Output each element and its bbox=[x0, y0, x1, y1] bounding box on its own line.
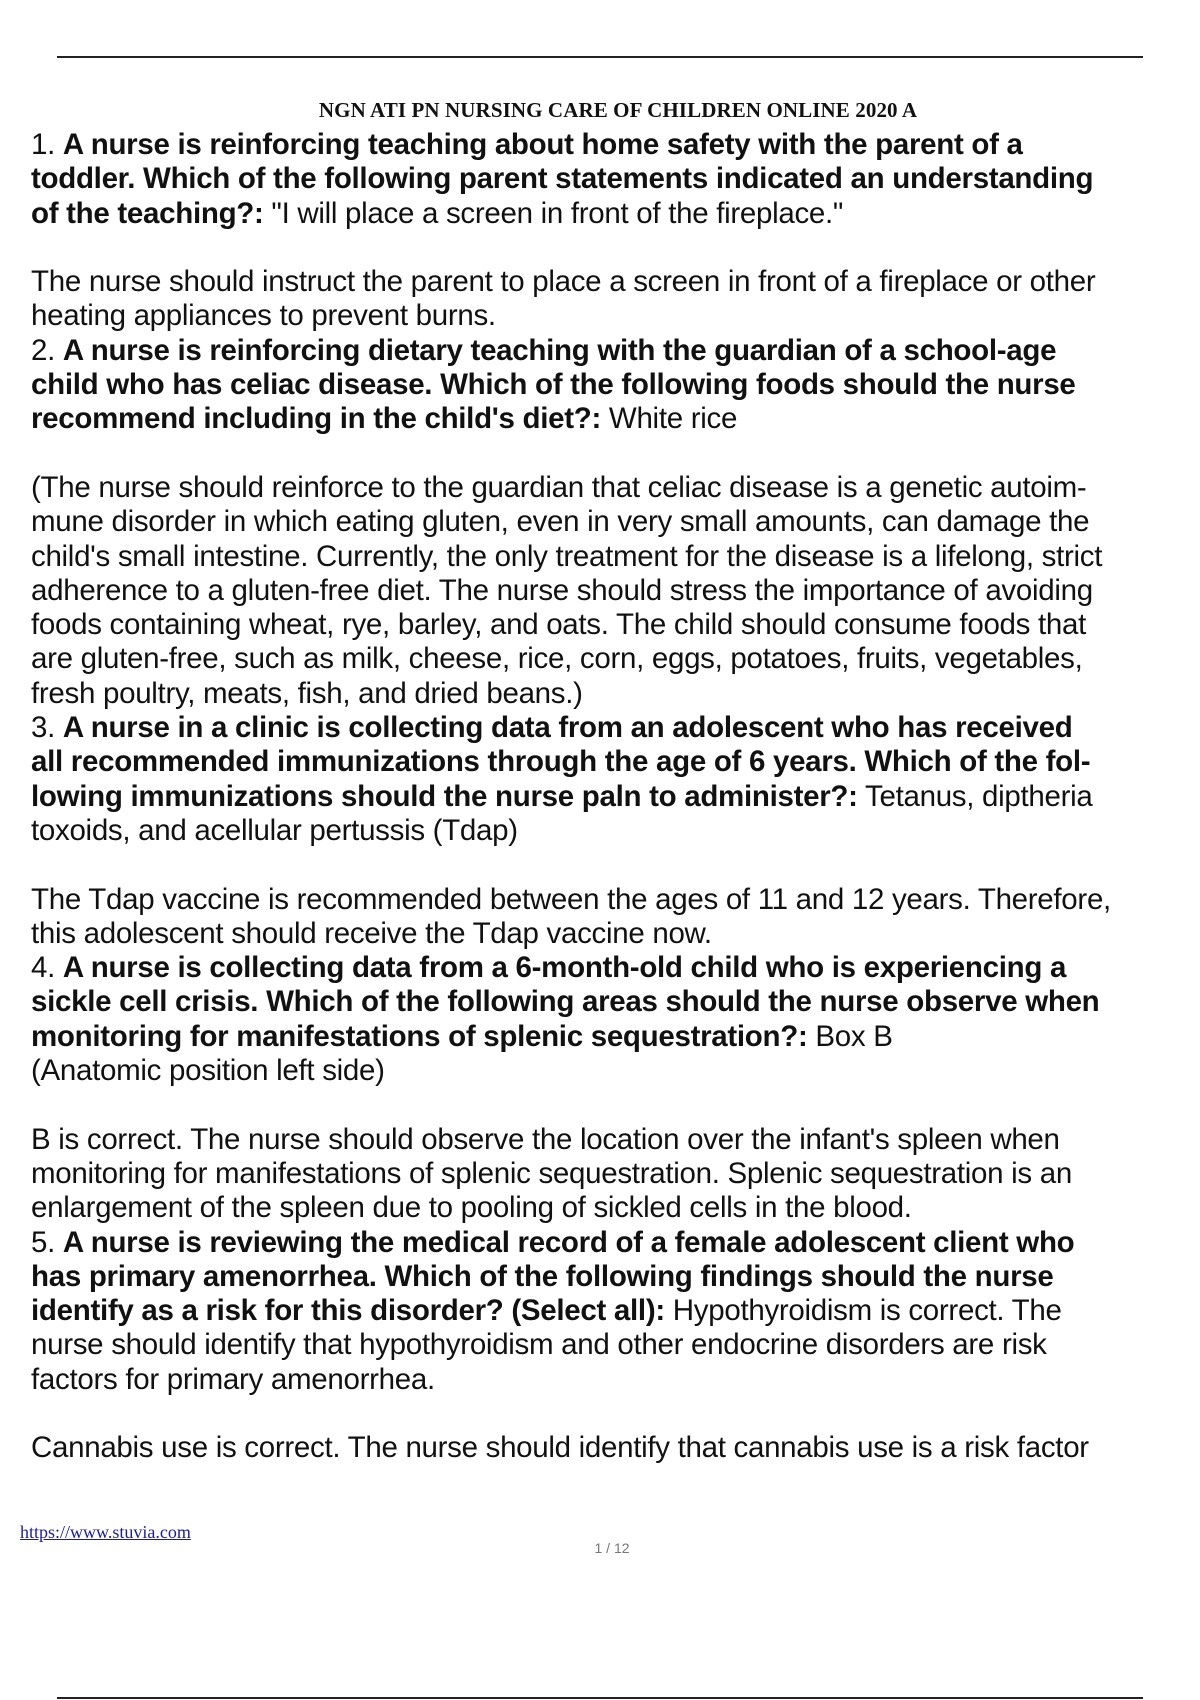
question-line bbox=[31, 711, 1200, 745]
question-line bbox=[31, 1260, 1200, 1294]
page-number: 1 / 12 bbox=[594, 1540, 630, 1556]
question-line bbox=[31, 1294, 1200, 1328]
question-number: 5. bbox=[31, 1225, 56, 1259]
answer-text: nurse should identify that hypothyroidism and other endocrine disorders are risk bbox=[31, 1328, 1047, 1362]
question-text: monitoring for manifestations of splenic sequestration?: bbox=[31, 1019, 808, 1053]
question-text: A nurse is reviewing the medical record of a female adolescent client who bbox=[62, 1225, 1075, 1259]
question-text: A nurse in a clinic is collecting data from an adolescent who has received bbox=[62, 711, 1073, 745]
question-number: 4. bbox=[31, 951, 56, 985]
explanation-line: are gluten-free, such as milk, cheese, rice, corn, eggs, potatoes, fruits, vegetables, bbox=[31, 642, 1083, 676]
explanation-line: mune disorder in which eating gluten, even in very small amounts, can damage the bbox=[31, 505, 1090, 539]
document-body bbox=[31, 128, 1200, 1466]
answer-line bbox=[31, 1328, 1200, 1362]
question-line bbox=[31, 951, 1200, 985]
question-line bbox=[31, 985, 1200, 1019]
explanation-line: this adolescent should receive the Tdap vaccine now. bbox=[31, 916, 712, 950]
question-text: of the teaching?: bbox=[31, 196, 264, 230]
question-text: A nurse is reinforcing dietary teaching with the guardian of a school-age bbox=[62, 333, 1057, 367]
question-number: 1. bbox=[31, 128, 56, 161]
question-line bbox=[31, 1226, 1200, 1260]
top-rule bbox=[57, 56, 1143, 58]
answer-text: White rice bbox=[601, 402, 738, 436]
explanation-line: The nurse should instruct the parent to place a screen in front of a fireplace or other bbox=[31, 265, 1096, 299]
explanation-line: child's small intestine. Currently, the only treatment for the disease is a lifelong, strict bbox=[31, 539, 1103, 573]
question-line bbox=[31, 368, 1200, 402]
spacer bbox=[31, 1088, 1200, 1122]
answer-text: (Anatomic position left side) bbox=[31, 1054, 385, 1088]
question-line bbox=[31, 162, 1200, 196]
answer-text: Box B bbox=[807, 1019, 893, 1053]
explanation-line: adherence to a gluten-free diet. The nurse should stress the importance of avoiding bbox=[31, 573, 1093, 607]
explanation-line: Cannabis use is correct. The nurse should identify that cannabis use is a risk factor bbox=[31, 1431, 1089, 1465]
explanation-line: monitoring for manifestations of splenic sequestration. Splenic sequestration is an bbox=[31, 1156, 1072, 1190]
source-link[interactable]: https://www.stuvia.com bbox=[20, 1522, 191, 1542]
explanation-line: (The nurse should reinforce to the guardian that celiac disease is a genetic autoim- bbox=[31, 470, 1087, 504]
answer-text: toxoids, and acellular pertussis (Tdap) bbox=[31, 813, 518, 847]
question-number: 2. bbox=[31, 333, 56, 367]
question-line bbox=[31, 402, 1200, 436]
explanation-line: fresh poultry, meats, fish, and dried beans.) bbox=[31, 676, 583, 710]
question-line bbox=[31, 745, 1200, 779]
question-text: all recommended immunizations through the age of 6 years. Which of the fol- bbox=[31, 745, 1091, 779]
explanation-line: enlargement of the spleen due to pooling of sickled cells in the blood. bbox=[31, 1191, 912, 1225]
question-line bbox=[31, 334, 1200, 368]
spacer bbox=[31, 1397, 1200, 1431]
spacer bbox=[31, 848, 1200, 882]
explanation-line: heating appliances to prevent burns. bbox=[31, 299, 496, 333]
explanation-line: The Tdap vaccine is recommended between the ages of 11 and 12 years. Therefore, bbox=[31, 882, 1111, 916]
question-text: recommend including in the child's diet?: bbox=[31, 402, 602, 436]
answer-text: Tetanus, diptheria bbox=[857, 779, 1093, 813]
answer-line bbox=[31, 1054, 1200, 1088]
explanation-line: B is correct. The nurse should observe the location over the infant's spleen when bbox=[31, 1122, 1060, 1156]
question-text: child who has celiac disease. Which of the following foods should the nurse bbox=[31, 368, 1076, 402]
explanation-line: foods containing wheat, rye, barley, and oats. The child should consume foods that bbox=[31, 608, 1087, 642]
question-text: toddler. Which of the following parent statements indicated an understanding bbox=[31, 162, 1094, 196]
answer-text: Hypothyroidism is correct. The bbox=[664, 1294, 1062, 1328]
answer-text: "I will place a screen in front of the fireplace." bbox=[263, 196, 844, 230]
question-line bbox=[31, 1020, 1200, 1054]
bottom-rule bbox=[57, 1697, 1143, 1699]
question-text: lowing immunizations should the nurse paln to administer?: bbox=[31, 779, 858, 813]
spacer bbox=[31, 437, 1200, 471]
question-line bbox=[31, 780, 1200, 814]
question-text: sickle cell crisis. Which of the following areas should the nurse observe when bbox=[31, 985, 1100, 1019]
question-line bbox=[31, 197, 1200, 231]
question-text: A nurse is reinforcing teaching about home safety with the parent of a bbox=[62, 128, 1023, 161]
question-text: identify as a risk for this disorder? (Select all): bbox=[31, 1294, 665, 1328]
question-text: has primary amenorrhea. Which of the following findings should the nurse bbox=[31, 1259, 1054, 1293]
answer-line bbox=[31, 814, 1200, 848]
answer-text: factors for primary amenorrhea. bbox=[31, 1362, 435, 1396]
question-number: 3. bbox=[31, 711, 56, 745]
question-text: A nurse is collecting data from a 6-month-old child who is experiencing a bbox=[62, 951, 1067, 985]
spacer bbox=[31, 231, 1200, 265]
document-title: NGN ATI PN NURSING CARE OF CHILDREN ONLINE 2020 A bbox=[318, 98, 918, 122]
answer-line bbox=[31, 1363, 1200, 1397]
question-line bbox=[31, 128, 1200, 162]
